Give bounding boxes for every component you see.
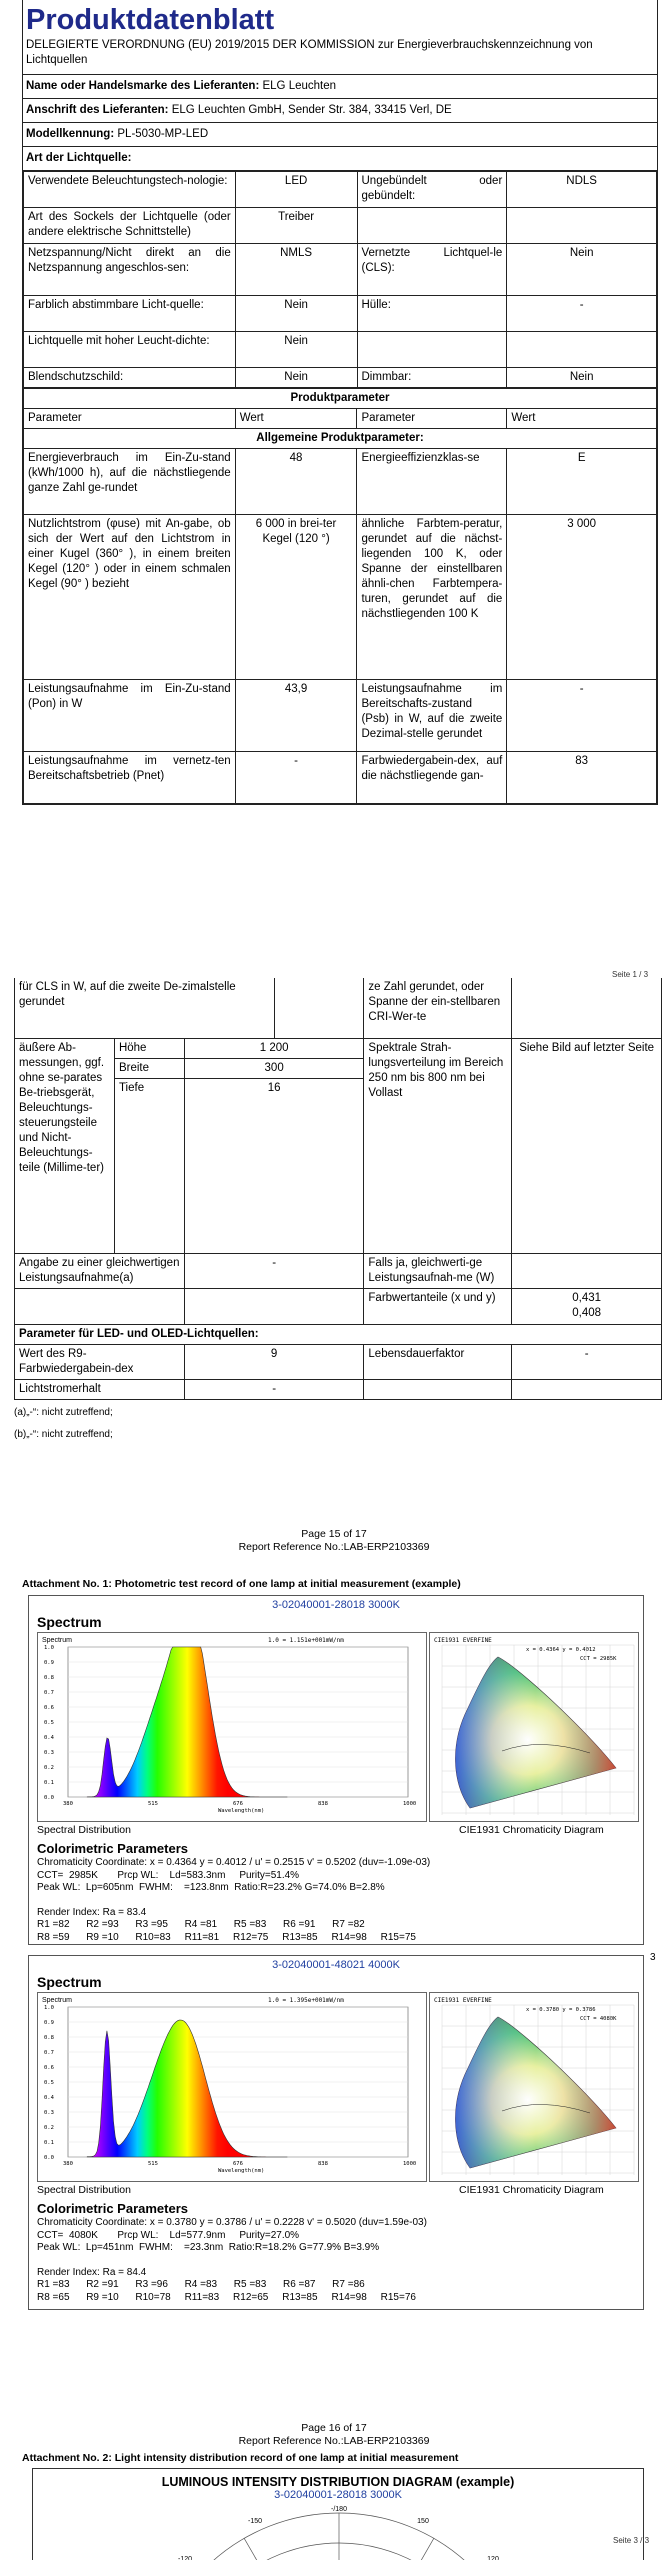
cie-1-plot	[429, 1632, 639, 1822]
type-row-label-b: Dimmbar:	[357, 368, 507, 388]
model-label: Modellkennung:	[26, 128, 115, 140]
colorimetric-2-heading: Colorimetric Parameters	[37, 2201, 189, 2216]
led-params-heading: Parameter für LED- und OLED-Lichtquellen:	[15, 1324, 662, 1344]
type-row-label-b: Vernetzte Lichtquel-le (CLS):	[357, 244, 507, 296]
x-tick: 380	[63, 2161, 73, 2167]
y-tick: 0.2	[44, 2125, 54, 2131]
param-row-label-b: ähnliche Farbtem-peratur, gerundet auf die nächst-liegenden 100 K, oder Spanne der einstellbaren ähnli-chen Farbtempera-turen, gerundet auf die nächstliegenden 100 K	[357, 515, 507, 680]
plot-label: Spectrum	[42, 1637, 72, 1644]
params-table	[23, 388, 657, 804]
y-tick: 0.1	[44, 1780, 54, 1786]
lid-title: LUMINOUS INTENSITY DISTRIBUTION DIAGRAM (example)	[161, 2475, 515, 2489]
type-row-label-a: Verwendete Beleuchtungstech-nologie:	[24, 172, 236, 208]
type-row-label-a: Art des Sockels der Lichtquelle (oder andere elektrische Schnittstelle)	[24, 208, 236, 244]
spectrum-2-caption-left: Spectral Distribution	[37, 2184, 131, 2196]
r9-value: 9	[184, 1344, 364, 1379]
y-tick: 0.7	[44, 2050, 54, 2056]
dimensions-label: äußere Ab-messungen, ggf. ohne se-parates Be-triebsgerät, Beleuchtungs-steuerungsteile und Nicht-Beleuchtungs-teile (Millime-ter)	[15, 1038, 115, 1253]
cie-2-plot	[429, 1992, 639, 2182]
type-row-value-b: Nein	[507, 368, 657, 388]
param-row-label-a: Leistungsaufnahme im Ein-Zu-stand (Pon) in W	[24, 680, 236, 752]
dim-height-value: 1 200	[184, 1038, 364, 1058]
general-params-heading: Allgemeine Produktparameter:	[24, 429, 657, 449]
x-tick: 838	[318, 2161, 328, 2167]
continuation-table	[14, 978, 662, 1400]
type-table	[23, 171, 657, 388]
cie-xy: x = 0.3780 y = 0.3786	[526, 2007, 596, 2013]
spectrum-1-plot	[37, 1632, 427, 1822]
continuation-section	[14, 978, 662, 1446]
type-row-value-a: LED	[235, 172, 357, 208]
lumen-maintenance-label: Lichtstromerhalt	[15, 1379, 185, 1399]
footnotes	[14, 1402, 662, 1446]
light-source-type-row	[23, 147, 657, 171]
param-row-label-b: Energieeffizienzklas-se	[357, 449, 507, 515]
report-page-16: Page 16 of 17	[301, 2422, 367, 2434]
col-value-1: Wert	[235, 409, 357, 429]
plot-label: Spectrum	[42, 1997, 72, 2004]
type-row-value-b: Nein	[507, 244, 657, 296]
param-row-value-b: -	[507, 680, 657, 752]
param-row-label-b: Farbwiedergabein-dex, auf die nächstliegende gan-	[357, 752, 507, 804]
sheet-title: Produktdatenblatt	[26, 4, 275, 36]
colorimetric-2-lines	[37, 2217, 427, 2304]
cie-label: CIE1931 EVERFINE	[434, 1997, 492, 2004]
colorimetric-line: R8 =59 R9 =10 R10=83 R11=81 R12=75 R13=85 R14=98 R15=75	[37, 1931, 416, 1943]
sheet-subtitle: DELEGIERTE VERORDNUNG (EU) 2019/2015 DER KOMMISSION zur Energieverbrauchskennzeichnung von Lichtquellen	[23, 38, 657, 75]
colorimetric-1-lines	[37, 1857, 430, 1944]
r9-label: Wert des R9-Farbwiedergabein-dex	[15, 1344, 185, 1379]
y-tick: 0.5	[44, 2080, 54, 2086]
footnote-a: (a)„-“: nicht zutreffend;	[14, 1406, 113, 1418]
plot-header: 1.0 = 1.395e+001mW/nm	[268, 1997, 344, 2004]
x-tick: 838	[318, 1801, 328, 1807]
type-row-value-a: Treiber	[235, 208, 357, 244]
supplier-address-row	[23, 99, 657, 123]
param-row-value-b: 3 000	[507, 515, 657, 680]
spectrum-1-caption-left: Spectral Distribution	[37, 1824, 131, 1836]
type-row-value-b	[507, 332, 657, 368]
y-tick: 0.0	[44, 2155, 54, 2161]
y-tick: 0.1	[44, 2140, 54, 2146]
supplier-name-row	[23, 75, 657, 99]
colorimetric-line: R1 =82 R2 =93 R3 =95 R4 =81 R5 =83 R6 =91 R7 =82	[37, 1919, 365, 1930]
y-tick: 0.4	[44, 1735, 54, 1741]
model-row	[23, 123, 657, 147]
param-row-label-a: Energieverbrauch im Ein-Zu-stand (kWh/1000 h), auf die nächstliegende ganze Zahl ge-rundet	[24, 449, 236, 515]
spectral-distribution-4000k	[38, 1993, 428, 2183]
type-row-value-a: NMLS	[235, 244, 357, 296]
lifetime-factor-label: Lebensdauerfaktor	[364, 1344, 512, 1379]
colorimetric-line	[37, 1895, 430, 1907]
lid-box	[32, 2468, 644, 2560]
supplier-address: ELG Leuchten GmbH, Sender Str. 384, 33415 Verl, DE	[171, 104, 452, 116]
y-tick: 0.3	[44, 1750, 54, 1756]
y-tick: 0.9	[44, 1660, 54, 1666]
dim-width-label: Breite	[114, 1058, 184, 1078]
spectral-distribution-3000k	[38, 1633, 428, 1823]
type-row-label-a: Farblich abstimmbare Licht-quelle:	[24, 296, 236, 332]
report-footer-1	[0, 1528, 668, 1554]
dim-width-value: 300	[184, 1058, 364, 1078]
plot-header: 1.0 = 1.151e+001mW/nm	[268, 1637, 344, 1644]
colorimetric-line: Render Index: Ra = 84.4	[37, 2266, 147, 2278]
colorimetric-1-heading: Colorimetric Parameters	[37, 1841, 189, 1856]
dim-height-label: Höhe	[114, 1038, 184, 1058]
param-row-label-a: Leistungsaufnahme im vernetz-ten Bereitschaftsbetrieb (Pnet)	[24, 752, 236, 804]
footnote-b: (b)„-“: nicht zutreffend;	[14, 1428, 113, 1440]
report-ref-1: Report Reference No.:LAB-ERP2103369	[238, 1541, 430, 1553]
type-row-label-b	[357, 208, 507, 244]
y-tick: 0.8	[44, 1675, 54, 1681]
colorimetric-line: R8 =65 R9 =10 R10=78 R11=83 R12=65 R13=85 R14=98 R15=76	[37, 2291, 416, 2303]
spectrum-box-3000k	[28, 1595, 644, 1945]
type-row-value-b	[507, 208, 657, 244]
type-row-value-b: NDLS	[507, 172, 657, 208]
col-param-1: Parameter	[24, 409, 236, 429]
y-tick: 0.3	[44, 2110, 54, 2116]
cri-continued: ze Zahl gerundet, oder Spanne der ein-stellbaren CRI-Wer-te	[364, 978, 512, 1038]
x-tick: 1000	[403, 2161, 417, 2167]
type-row-value-b: -	[507, 296, 657, 332]
x-tick: 515	[148, 1801, 158, 1807]
lid-code: 3-02040001-28018 3000K	[274, 2489, 402, 2501]
type-row-label-b	[357, 332, 507, 368]
lumen-maintenance-value: -	[184, 1379, 364, 1399]
dim-depth-label: Tiefe	[114, 1078, 184, 1253]
cie-diagram-3000k	[430, 1633, 640, 1823]
y-tick: 0.5	[44, 1720, 54, 1726]
equivalent-power-label: Angabe zu einer gleichwertigen Leistungsaufnahme(a)	[15, 1253, 185, 1288]
spectrum-2-code: 3-02040001-48021 4000K	[272, 1959, 400, 1971]
param-row-value-a: -	[235, 752, 357, 804]
polar-tick-150-right: 150	[417, 2518, 429, 2525]
type-row-label-a: Blendschutzschild:	[24, 368, 236, 388]
colorimetric-line: Render Index: Ra = 83.4	[37, 1906, 147, 1918]
params-heading: Produktparameter	[24, 389, 657, 409]
y-tick: 0.2	[44, 1765, 54, 1771]
param-row-value-a: 6 000 in brei-ter Kegel (120 °)	[235, 515, 357, 680]
supplier-name-label: Name oder Handelsmarke des Lieferanten:	[26, 80, 260, 92]
report-page-15: Page 15 of 17	[301, 1528, 367, 1540]
model-id: PL-5030-MP-LED	[117, 128, 209, 140]
colorimetric-line: Chromaticity Coordinate: x = 0.4364 y = 0.4012 / u' = 0.2515 v' = 0.5202 (duv=-1.09e-03)	[37, 1857, 431, 1868]
colorimetric-line: R1 =83 R2 =91 R3 =96 R4 =83 R5 =83 R6 =87 R7 =86	[37, 2279, 365, 2290]
col-param-2: Parameter	[357, 409, 507, 429]
cie-cct: CCT = 2985K	[580, 1656, 617, 1662]
colorimetric-line	[37, 2255, 427, 2267]
y-tick: 1.0	[44, 1645, 54, 1651]
param-row-value-a: 43,9	[235, 680, 357, 752]
spectrum-2-caption-right: CIE1931 Chromaticity Diagram	[459, 2184, 604, 2196]
param-row-value-b: 83	[507, 752, 657, 804]
colorimetric-line: CCT= 2985K Prcp WL: Ld=583.3nm Purity=51.4%	[37, 1869, 300, 1881]
report-ref-2: Report Reference No.:LAB-ERP2103369	[238, 2435, 430, 2447]
cls-standby-note: für CLS in W, auf die zweite De-zimalstelle gerundet	[15, 978, 275, 1038]
attachment-2-heading: Attachment No. 2: Light intensity distribution record of one lamp at initial measurement	[22, 2452, 459, 2464]
lifetime-factor-value: -	[512, 1344, 662, 1379]
param-row-label-a: Nutzlichtstrom (φuse) mit An-gabe, ob sich der Wert auf den Lichtstrom in einer Kugel (360° ), in einem breiten Kegel (120° ) oder in einem schmalen Kegel (90° ) bezieht	[24, 515, 236, 680]
type-row-value-a: Nein	[235, 368, 357, 388]
spectral-value: Siehe Bild auf letzter Seite	[512, 1038, 662, 1253]
spectrum-box-4000k	[28, 1955, 644, 2310]
report-footer-2	[0, 2422, 668, 2448]
spectral-label: Spektrale Strah-lungsverteilung im Bereich 250 nm bis 800 nm bei Vollast	[364, 1038, 512, 1253]
chromaticity-value: 0,431 0,408	[512, 1288, 662, 1324]
y-tick: 0.4	[44, 2095, 54, 2101]
param-row-value-b: E	[507, 449, 657, 515]
equivalent-power-w-value	[512, 1253, 662, 1288]
y-tick: 0.9	[44, 2020, 54, 2026]
colorimetric-line: Chromaticity Coordinate: x = 0.3780 y = 0.3786 / u' = 0.2228 v' = 0.5020 (duv=1.59e-03)	[37, 2217, 427, 2228]
page-marker-1: Seite 1 / 3	[612, 970, 649, 979]
type-row-label-b: Hülle:	[357, 296, 507, 332]
x-tick: 1000	[403, 1801, 417, 1807]
type-row-value-a: Nein	[235, 332, 357, 368]
attachment-1-heading: Attachment No. 1: Photometric test record of one lamp at initial measurement (example)	[22, 1578, 461, 1590]
polar-tick-120-left: -120	[177, 2556, 193, 2560]
cie-cct: CCT = 4080K	[580, 2016, 617, 2022]
x-tick: 676	[233, 1801, 243, 1807]
spectrum-2-title: Spectrum	[37, 1974, 102, 1990]
chromaticity-label: Farbwertanteile (x und y)	[364, 1288, 512, 1324]
dim-depth-value: 16	[184, 1078, 364, 1253]
equivalent-power-w-label: Falls ja, gleichwerti-ge Leistungsaufnah-me (W)	[364, 1253, 512, 1288]
colorimetric-line: Peak WL: Lp=451nm FWHM: =23.3nm Ratio:R=18.2% G=77.9% B=3.9%	[37, 2242, 380, 2253]
cie-xy: x = 0.4364 y = 0.4012	[526, 1647, 596, 1653]
x-tick: 380	[63, 1801, 73, 1807]
type-row-label-b: Ungebündelt oder gebündelt:	[357, 172, 507, 208]
polar-tick-120-right: 120	[487, 2556, 499, 2560]
polar-diagram	[33, 2503, 645, 2560]
side-mark: 3	[650, 1952, 656, 1963]
colorimetric-line: Peak WL: Lp=605nm FWHM: =123.8nm Ratio:R=23.2% G=74.0% B=2.8%	[37, 1882, 385, 1893]
param-row-label-b: Leistungsaufnahme im Bereitschafts-zustand (Psb) in W, auf die zweite Dezimal-stelle gerundet	[357, 680, 507, 752]
x-tick: 676	[233, 2161, 243, 2167]
spectrum-1-title: Spectrum	[37, 1614, 102, 1630]
supplier-name: ELG Leuchten	[262, 80, 337, 92]
spectrum-2-plot	[37, 1992, 427, 2182]
y-tick: 0.8	[44, 2035, 54, 2041]
spectrum-1-code: 3-02040001-28018 3000K	[272, 1599, 400, 1611]
y-tick: 0.6	[44, 1705, 54, 1711]
page-marker-3: Seite 3 / 3	[613, 2536, 650, 2545]
x-tick: 515	[148, 2161, 158, 2167]
y-tick: 1.0	[44, 2005, 54, 2011]
cie-diagram-4000k	[430, 1993, 640, 2183]
colorimetric-line: CCT= 4080K Prcp WL: Ld=577.9nm Purity=27.0%	[37, 2229, 300, 2241]
y-tick: 0.6	[44, 2065, 54, 2071]
y-tick: 0.7	[44, 1690, 54, 1696]
equivalent-power-value: -	[184, 1253, 364, 1288]
cie-label: CIE1931 EVERFINE	[434, 1637, 492, 1644]
y-tick: 0.0	[44, 1795, 54, 1801]
type-row-label-a: Netzspannung/Nicht direkt an die Netzspannung angeschlos-sen:	[24, 244, 236, 296]
type-row-value-a: Nein	[235, 296, 357, 332]
type-row-label-a: Lichtquelle mit hoher Leucht-dichte:	[24, 332, 236, 368]
product-data-sheet	[22, 0, 658, 805]
spectrum-curve	[87, 2020, 287, 2157]
light-source-type-label: Art der Lichtquelle:	[26, 152, 132, 164]
x-axis-label: Wavelength(nm)	[218, 1808, 265, 1814]
x-axis-label: Wavelength(nm)	[218, 2168, 265, 2174]
polar-tick-150-left: -150	[247, 2518, 263, 2525]
param-row-value-a: 48	[235, 449, 357, 515]
polar-tick-180: -/180	[331, 2506, 347, 2513]
supplier-address-label: Anschrift des Lieferanten:	[26, 104, 169, 116]
spectrum-1-caption-right: CIE1931 Chromaticity Diagram	[459, 1824, 604, 1836]
col-value-2: Wert	[507, 409, 657, 429]
